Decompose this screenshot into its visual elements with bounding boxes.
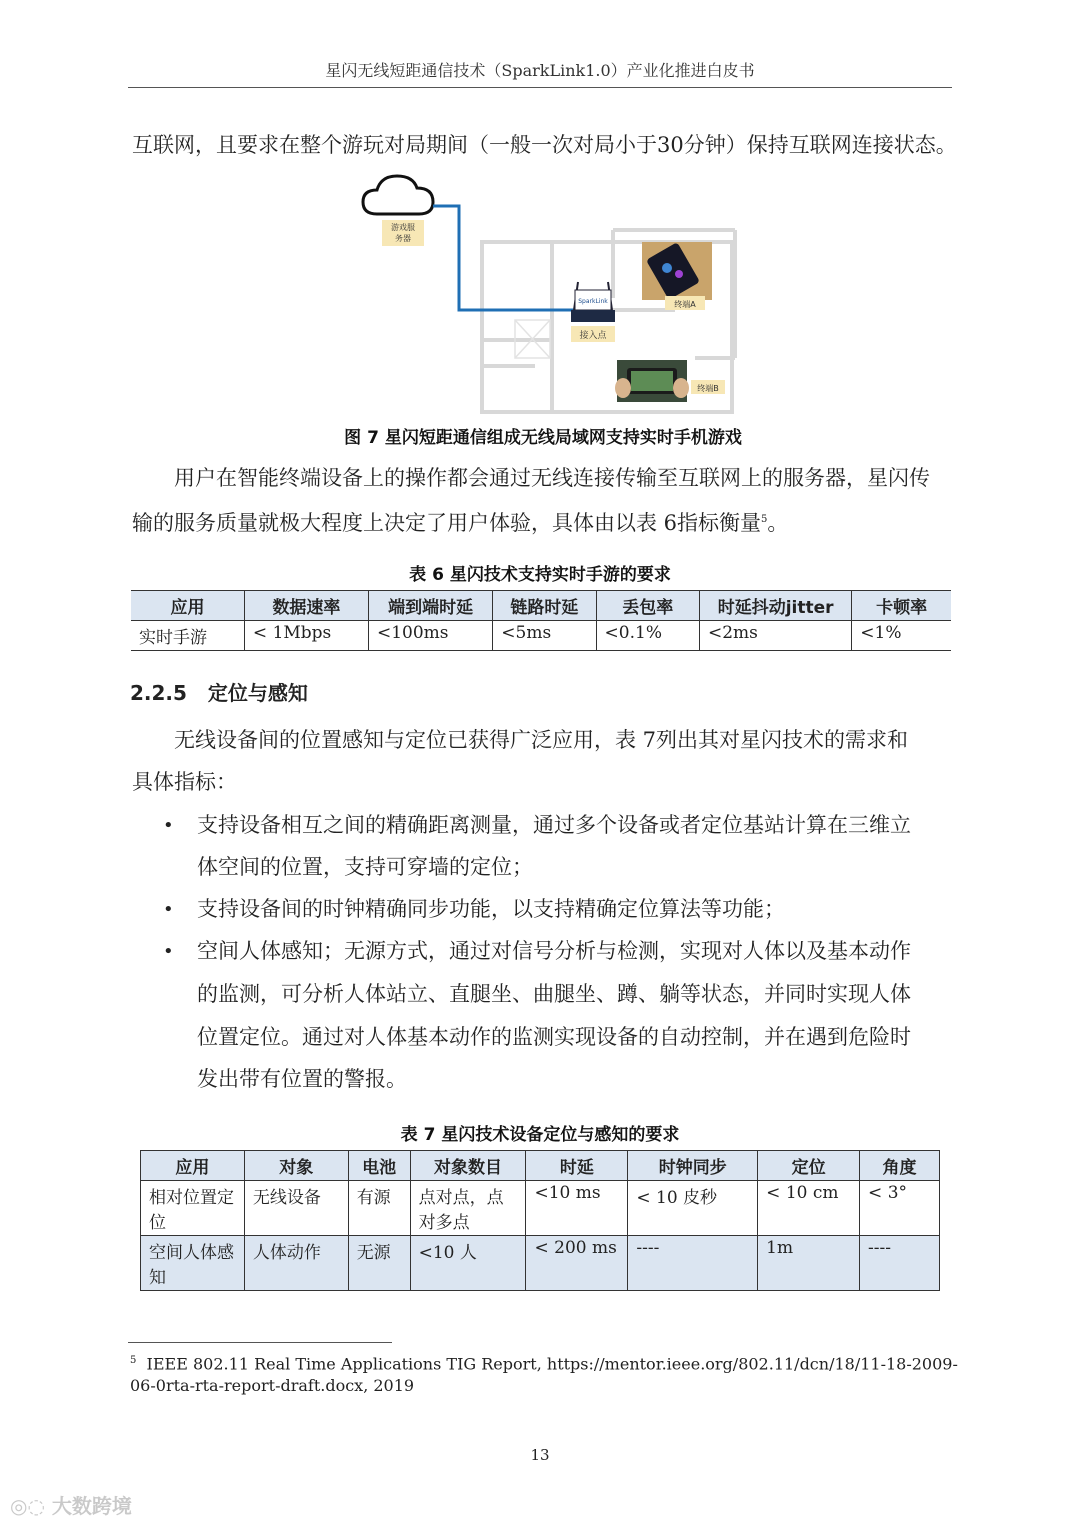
paragraph-3-line-1: 无线设备间的位置感知与定位已获得广泛应用，表 7列出其对星闪技术的需求和 bbox=[174, 728, 909, 752]
table-cell: 无源 bbox=[348, 1236, 410, 1291]
paragraph-2-line-2: 输的服务质量就极大程度上决定了用户体验，具体由以表 6指标衡量$^5$。 bbox=[132, 511, 789, 535]
router-icon bbox=[571, 282, 615, 322]
server-label-line2: 务器 bbox=[395, 234, 411, 243]
table-cell: <1% bbox=[852, 621, 951, 651]
paragraph-2-line-1: 用户在智能终端设备上的操作都会通过无线连接传输至互联网上的服务器，星闪传 bbox=[174, 466, 930, 490]
terminal-a-photo bbox=[642, 242, 712, 300]
table-cell: <10 人 bbox=[410, 1236, 526, 1291]
bullet-2-line-1: 支持设备间的时钟精确同步功能，以支持精确定位算法等功能； bbox=[197, 897, 785, 921]
page-number: 13 bbox=[530, 1446, 550, 1464]
table-7 bbox=[140, 1150, 940, 1291]
running-header: 星闪无线短距通信技术（SparkLink1.0）产业化推进白皮书 bbox=[325, 61, 755, 80]
router-logo: SparkLink bbox=[578, 298, 608, 305]
table-cell: < 10 皮秒 bbox=[628, 1181, 758, 1236]
network-link bbox=[433, 206, 591, 310]
terminal-b-label: 终端B bbox=[697, 384, 719, 393]
figure-7-diagram bbox=[355, 170, 740, 416]
bullet-marker: • bbox=[163, 899, 174, 920]
table-cell: < 1Mbps bbox=[244, 621, 368, 651]
table-header: 丢包率 bbox=[596, 591, 699, 621]
table-cell: 实时手游 bbox=[131, 621, 244, 651]
bullet-3-line-1: 空间人体感知；无源方式，通过对信号分析与检测，实现对人体以及基本动作 bbox=[197, 939, 911, 963]
table-cell: 点对点，点对多点 bbox=[410, 1181, 526, 1236]
table-cell: ---- bbox=[628, 1236, 758, 1291]
table-cell: 有源 bbox=[348, 1181, 410, 1236]
table-header: 端到端时延 bbox=[368, 591, 492, 621]
watermark bbox=[10, 1490, 132, 1519]
figure-7-caption: 图 7 星闪短距通信组成无线局域网支持实时手机游戏 bbox=[344, 428, 742, 448]
table-header: 角度 bbox=[860, 1151, 940, 1181]
bullet-1-line-1: 支持设备相互之间的精确距离测量，通过多个设备或者定位基站计算在三维立 bbox=[197, 813, 911, 837]
table-cell: <2ms bbox=[699, 621, 851, 651]
table-header: 电池 bbox=[348, 1151, 410, 1181]
table-row bbox=[141, 1236, 940, 1291]
server-label-line1: 游戏服 bbox=[391, 223, 415, 232]
cloud-icon bbox=[363, 176, 433, 214]
section-title: 定位与感知 bbox=[207, 681, 308, 705]
footnote-rule bbox=[128, 1342, 392, 1343]
footnote-mark: 5 bbox=[130, 1355, 137, 1366]
footnote bbox=[130, 1350, 960, 1397]
table-cell: <0.1% bbox=[596, 621, 699, 651]
table-cell: <100ms bbox=[368, 621, 492, 651]
table-7-header-row bbox=[141, 1151, 940, 1181]
table-cell: <5ms bbox=[493, 621, 596, 651]
table-row bbox=[141, 1181, 940, 1236]
table-header: 数据速率 bbox=[244, 591, 368, 621]
table-6 bbox=[131, 590, 951, 651]
table-cell: < 200 ms bbox=[526, 1236, 628, 1291]
bullet-3-line-4: 发出带有位置的警报。 bbox=[197, 1067, 407, 1091]
table-header: 对象数目 bbox=[410, 1151, 526, 1181]
table-cell: 空间人体感知 bbox=[141, 1236, 245, 1291]
table-cell: 无线设备 bbox=[244, 1181, 348, 1236]
table-cell: < 10 cm bbox=[758, 1181, 860, 1236]
table-header: 应用 bbox=[131, 591, 244, 621]
terminal-a-label: 终端A bbox=[674, 300, 696, 309]
table-header: 链路时延 bbox=[493, 591, 596, 621]
table-cell: ---- bbox=[860, 1236, 940, 1291]
bullet-1-line-2: 体空间的位置，支持可穿墙的定位； bbox=[197, 855, 533, 879]
table-header: 时延 bbox=[526, 1151, 628, 1181]
watermark-logo-icon: ◎◌ bbox=[10, 1494, 52, 1518]
figure-7 bbox=[355, 170, 740, 416]
table-6-header-row bbox=[131, 591, 951, 621]
table-cell: 1m bbox=[758, 1236, 860, 1291]
table-cell: 相对位置定位 bbox=[141, 1181, 245, 1236]
table-header: 定位 bbox=[758, 1151, 860, 1181]
ap-label: 接入点 bbox=[579, 331, 607, 341]
bullet-3-line-3: 位置定位。通过对人体基本动作的监测实现设备的自动控制，并在遇到危险时 bbox=[197, 1025, 911, 1049]
header-rule bbox=[128, 87, 952, 88]
watermark-text: 大数跨境 bbox=[51, 1494, 132, 1518]
section-number: 2.2.5 bbox=[130, 681, 187, 705]
bullet-3-line-2: 的监测，可分析人体站立、直腿坐、曲腿坐、蹲、躺等状态，并同时实现人体 bbox=[197, 982, 911, 1006]
table-cell: < 3° bbox=[860, 1181, 940, 1236]
table-row bbox=[131, 621, 951, 651]
table-7-caption: 表 7 星闪技术设备定位与感知的要求 bbox=[400, 1125, 680, 1145]
table-cell: 人体动作 bbox=[244, 1236, 348, 1291]
table-header: 时延抖动jitter bbox=[699, 591, 851, 621]
table-cell: <10 ms bbox=[526, 1181, 628, 1236]
bullet-marker: • bbox=[163, 941, 174, 962]
section-heading bbox=[130, 677, 308, 706]
table-6-caption: 表 6 星闪技术支持实时手游的要求 bbox=[409, 565, 671, 585]
table-header: 应用 bbox=[141, 1151, 245, 1181]
table-header: 对象 bbox=[244, 1151, 348, 1181]
footnote-text: IEEE 802.11 Real Time Applications TIG Report, https://mentor.ieee.org/802.11/dcn/18/11-18-2009-06-0rta-rta-report-draft.docx, 2019 bbox=[130, 1354, 958, 1396]
table-header: 时钟同步 bbox=[628, 1151, 758, 1181]
footnote-ref: 5 bbox=[761, 514, 768, 525]
terminal-b-photo bbox=[615, 360, 689, 402]
paragraph-3-line-2: 具体指标： bbox=[132, 770, 237, 794]
table-header: 卡顿率 bbox=[852, 591, 951, 621]
paragraph-continuation: 互联网，且要求在整个游玩对局期间（一般一次对局小于30分钟）保持互联网连接状态。 bbox=[132, 133, 957, 157]
bullet-marker: • bbox=[163, 815, 174, 836]
